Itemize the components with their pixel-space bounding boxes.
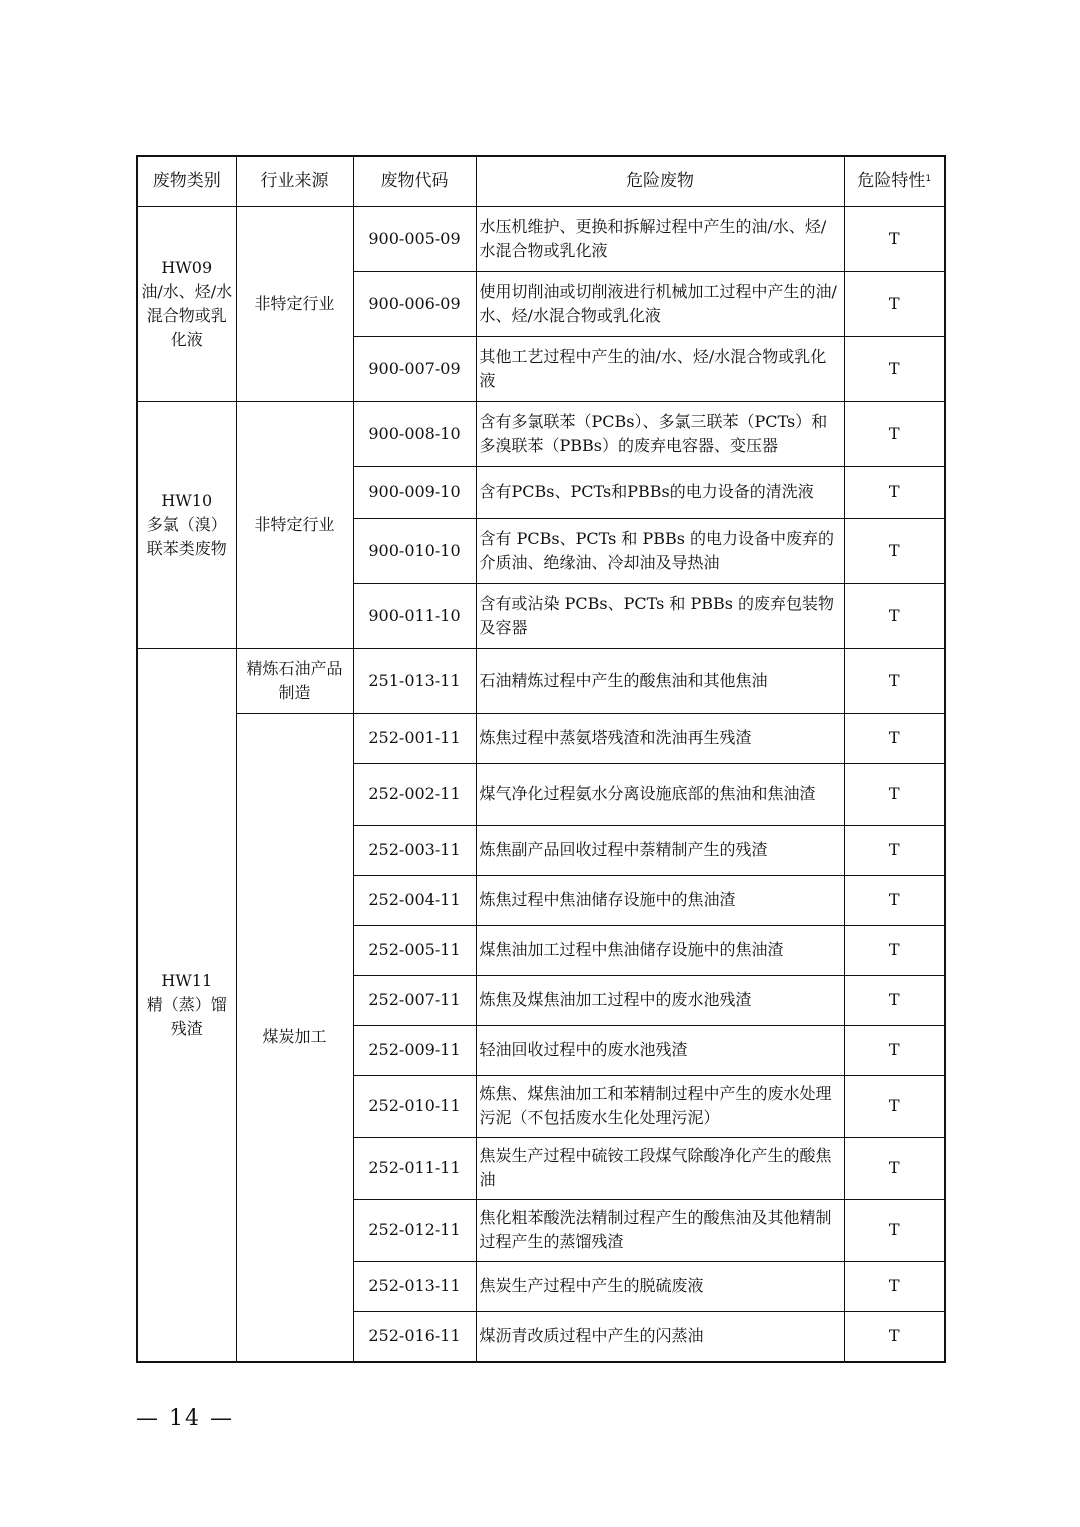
footnote-mark: 1 [925,174,932,185]
waste-code-cell: 252-004-11 [353,875,476,925]
header-category: 废物类别 [137,156,236,206]
table-row [137,206,945,271]
waste-code-cell: 252-002-11 [353,763,476,825]
header-hazardous-waste: 危险废物 [476,156,844,206]
industry-cell: 精炼石油产品制造 [236,648,353,713]
waste-code-cell: 252-011-11 [353,1137,476,1199]
category-code: HW09 [161,257,213,277]
hazardous-waste-cell: 石油精炼过程中产生的酸焦油和其他焦油 [476,648,844,713]
hazardous-waste-cell: 炼焦、煤焦油加工和苯精制过程中产生的废水处理污泥（不包括废水生化处理污泥） [476,1075,844,1137]
industry-cell: 非特定行业 [236,206,353,401]
waste-code-cell: 252-001-11 [353,713,476,763]
category-name: 多氯（溴）联苯类废物 [146,514,227,558]
hazard-characteristic-cell: T [844,763,945,825]
category-code: HW11 [161,970,213,990]
hazard-characteristic-cell: T [844,466,945,518]
hazardous-waste-cell: 水压机维护、更换和拆解过程中产生的油/水、烃/水混合物或乳化液 [476,206,844,271]
waste-code-cell: 252-016-11 [353,1311,476,1362]
hazardous-waste-cell: 煤气净化过程氨水分离设施底部的焦油和焦油渣 [476,763,844,825]
hazardous-waste-cell: 含有PCBs、PCTs和PBBs的电力设备的清洗液 [476,466,844,518]
table-row [137,648,945,713]
hazardous-waste-cell: 含有或沾染 PCBs、PCTs 和 PBBs 的废弃包装物及容器 [476,583,844,648]
hazard-characteristic-cell: T [844,401,945,466]
table-body [137,206,945,1362]
hazard-characteristic-cell: T [844,975,945,1025]
hazard-characteristic-cell: T [844,713,945,763]
waste-code-cell: 900-008-10 [353,401,476,466]
waste-code-cell: 900-010-10 [353,518,476,583]
page-number: — 14 — [136,1406,234,1431]
waste-code-cell: 900-006-09 [353,271,476,336]
hazardous-waste-cell: 煤沥青改质过程中产生的闪蒸油 [476,1311,844,1362]
header-code: 废物代码 [353,156,476,206]
industry-cell: 煤炭加工 [236,713,353,1362]
hazardous-waste-cell: 轻油回收过程中的废水池残渣 [476,1025,844,1075]
waste-code-cell: 900-009-10 [353,466,476,518]
header-industry: 行业来源 [236,156,353,206]
hazard-characteristic-cell: T [844,518,945,583]
hazardous-waste-cell: 含有 PCBs、PCTs 和 PBBs 的电力设备中废弃的介质油、绝缘油、冷却油及导热油 [476,518,844,583]
waste-code-cell: 252-009-11 [353,1025,476,1075]
hazardous-waste-table [136,155,946,1363]
hazard-characteristic-cell: T [844,1199,945,1261]
waste-code-cell: 252-003-11 [353,825,476,875]
hazardous-waste-cell: 炼焦及煤焦油加工过程中的废水池残渣 [476,975,844,1025]
waste-code-cell: 252-013-11 [353,1261,476,1311]
waste-code-cell: 251-013-11 [353,648,476,713]
waste-code-cell: 252-005-11 [353,925,476,975]
category-name: 油/水、烃/水混合物或乳化液 [141,281,233,349]
category-name: 精（蒸）馏残渣 [146,994,227,1038]
category-cell [137,648,236,1362]
header-hazard-characteristic-label: 危险特性 [857,171,926,192]
hazard-characteristic-cell: T [844,1261,945,1311]
waste-code-cell: 252-010-11 [353,1075,476,1137]
hazardous-waste-cell: 炼焦过程中蒸氨塔残渣和洗油再生残渣 [476,713,844,763]
hazardous-waste-cell: 煤焦油加工过程中焦油储存设施中的焦油渣 [476,925,844,975]
industry-cell: 非特定行业 [236,401,353,648]
hazard-characteristic-cell: T [844,1137,945,1199]
hazardous-waste-cell: 使用切削油或切削液进行机械加工过程中产生的油/水、烃/水混合物或乳化液 [476,271,844,336]
waste-code-cell: 900-005-09 [353,206,476,271]
hazardous-waste-cell: 焦化粗苯酸洗法精制过程产生的酸焦油及其他精制过程产生的蒸馏残渣 [476,1199,844,1261]
table-row [137,401,945,466]
category-cell [137,401,236,648]
hazardous-waste-cell: 炼焦过程中焦油储存设施中的焦油渣 [476,875,844,925]
hazard-characteristic-cell: T [844,336,945,401]
hazard-characteristic-cell: T [844,875,945,925]
waste-code-cell: 900-011-10 [353,583,476,648]
hazard-characteristic-cell: T [844,1075,945,1137]
hazard-characteristic-cell: T [844,1311,945,1362]
header-hazard-characteristic [844,156,945,206]
hazardous-waste-cell: 其他工艺过程中产生的油/水、烃/水混合物或乳化液 [476,336,844,401]
category-cell [137,206,236,401]
table-header-row [137,156,945,206]
waste-code-cell: 900-007-09 [353,336,476,401]
hazard-characteristic-cell: T [844,206,945,271]
hazardous-waste-cell: 含有多氯联苯（PCBs）、多氯三联苯（PCTs）和多溴联苯（PBBs）的废弃电容器、变压器 [476,401,844,466]
waste-code-cell: 252-012-11 [353,1199,476,1261]
hazard-characteristic-cell: T [844,648,945,713]
hazardous-waste-cell: 炼焦副产品回收过程中萘精制产生的残渣 [476,825,844,875]
hazardous-waste-cell: 焦炭生产过程中硫铵工段煤气除酸净化产生的酸焦油 [476,1137,844,1199]
hazard-characteristic-cell: T [844,825,945,875]
hazard-characteristic-cell: T [844,271,945,336]
hazardous-waste-cell: 焦炭生产过程中产生的脱硫废液 [476,1261,844,1311]
hazard-characteristic-cell: T [844,583,945,648]
hazard-characteristic-cell: T [844,1025,945,1075]
hazard-characteristic-cell: T [844,925,945,975]
waste-code-cell: 252-007-11 [353,975,476,1025]
table-row [137,713,945,763]
category-code: HW10 [161,490,213,510]
